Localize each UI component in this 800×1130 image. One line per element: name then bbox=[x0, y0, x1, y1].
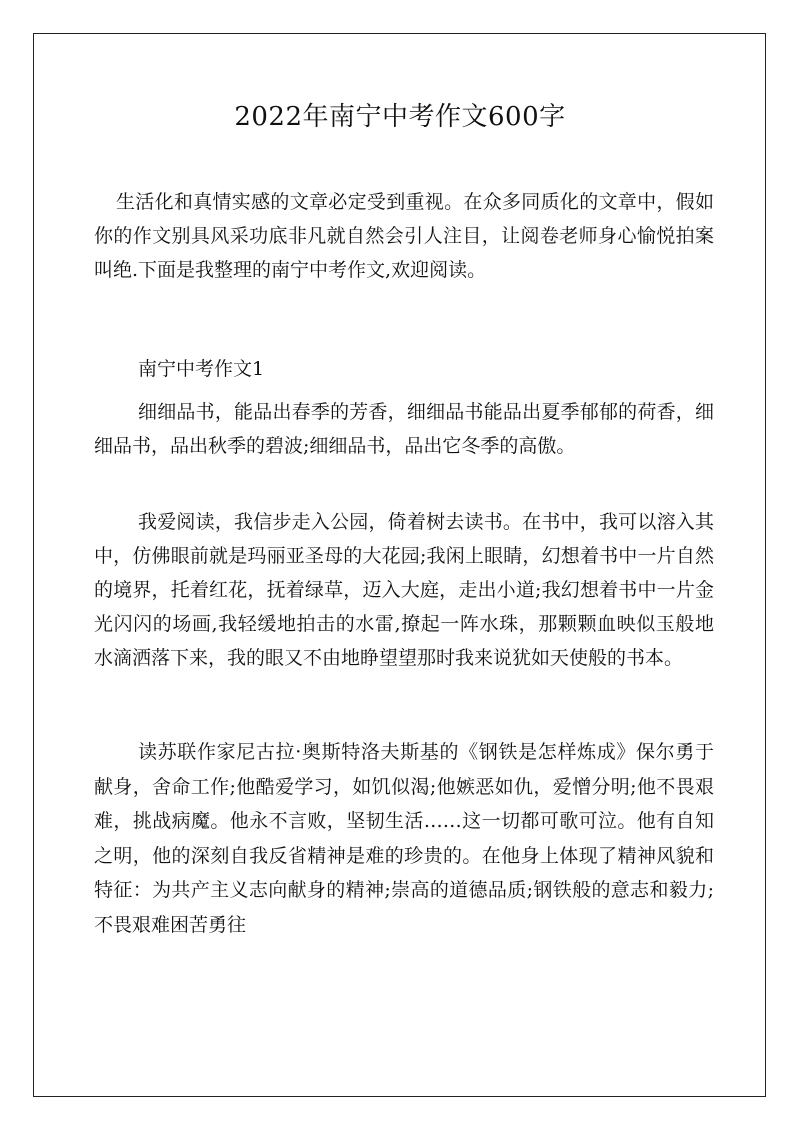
body-paragraph-1: 细细品书，能品出春季的芳香，细细品书能品出夏季郁郁的荷香，细细品书，品出秋季的碧波;细细品书，品出它冬季的高傲。 bbox=[94, 401, 714, 457]
intro-paragraph: 生活化和真情实感的文章必定受到重视。在众多同质化的文章中，假如你的作文别具风采功底非凡就自然会引人注目，让阅卷老师身心愉悦拍案叫绝.下面是我整理的南宁中考作文,欢迎阅读。 bbox=[94, 191, 714, 281]
document-title: 2022年南宁中考作文600字 bbox=[234, 102, 566, 132]
body-paragraph-3: 读苏联作家尼古拉·奥斯特洛夫斯基的《钢铁是怎样炼成》保尔勇于献身，舍命工作;他酷爱学习，如饥似渴;他嫉恶如仇，爱憎分明;他不畏艰难，挑战病魔。他永不言败，坚韧生活……这一切都可歌可泣。他有自知之明，他的深刻自我反省精神是难的珍贵的。在他身上体现了精神风貌和特征：为共产主义志向献身的精神;崇高的道德品质;钢铁般的意志和毅力;不畏艰难困苦勇往 bbox=[94, 741, 714, 936]
section-heading: 南宁中考作文1 bbox=[138, 358, 265, 380]
body-paragraph-2: 我爱阅读，我信步走入公园，倚着树去读书。在书中，我可以溶入其中，仿佛眼前就是玛丽亚圣母的大花园;我闲上眼睛，幻想着书中一片自然的境界，托着红花，抚着绿草，迈入大庭，走出小道;我幻想着书中一片金光闪闪的场画,我轻缓地拍击的水雷,撩起一阵水珠，那颗颗血映似玉般地水滴洒落下来，我的眼又不由地睁望望那时我来说犹如天使般的书本。 bbox=[94, 511, 714, 669]
